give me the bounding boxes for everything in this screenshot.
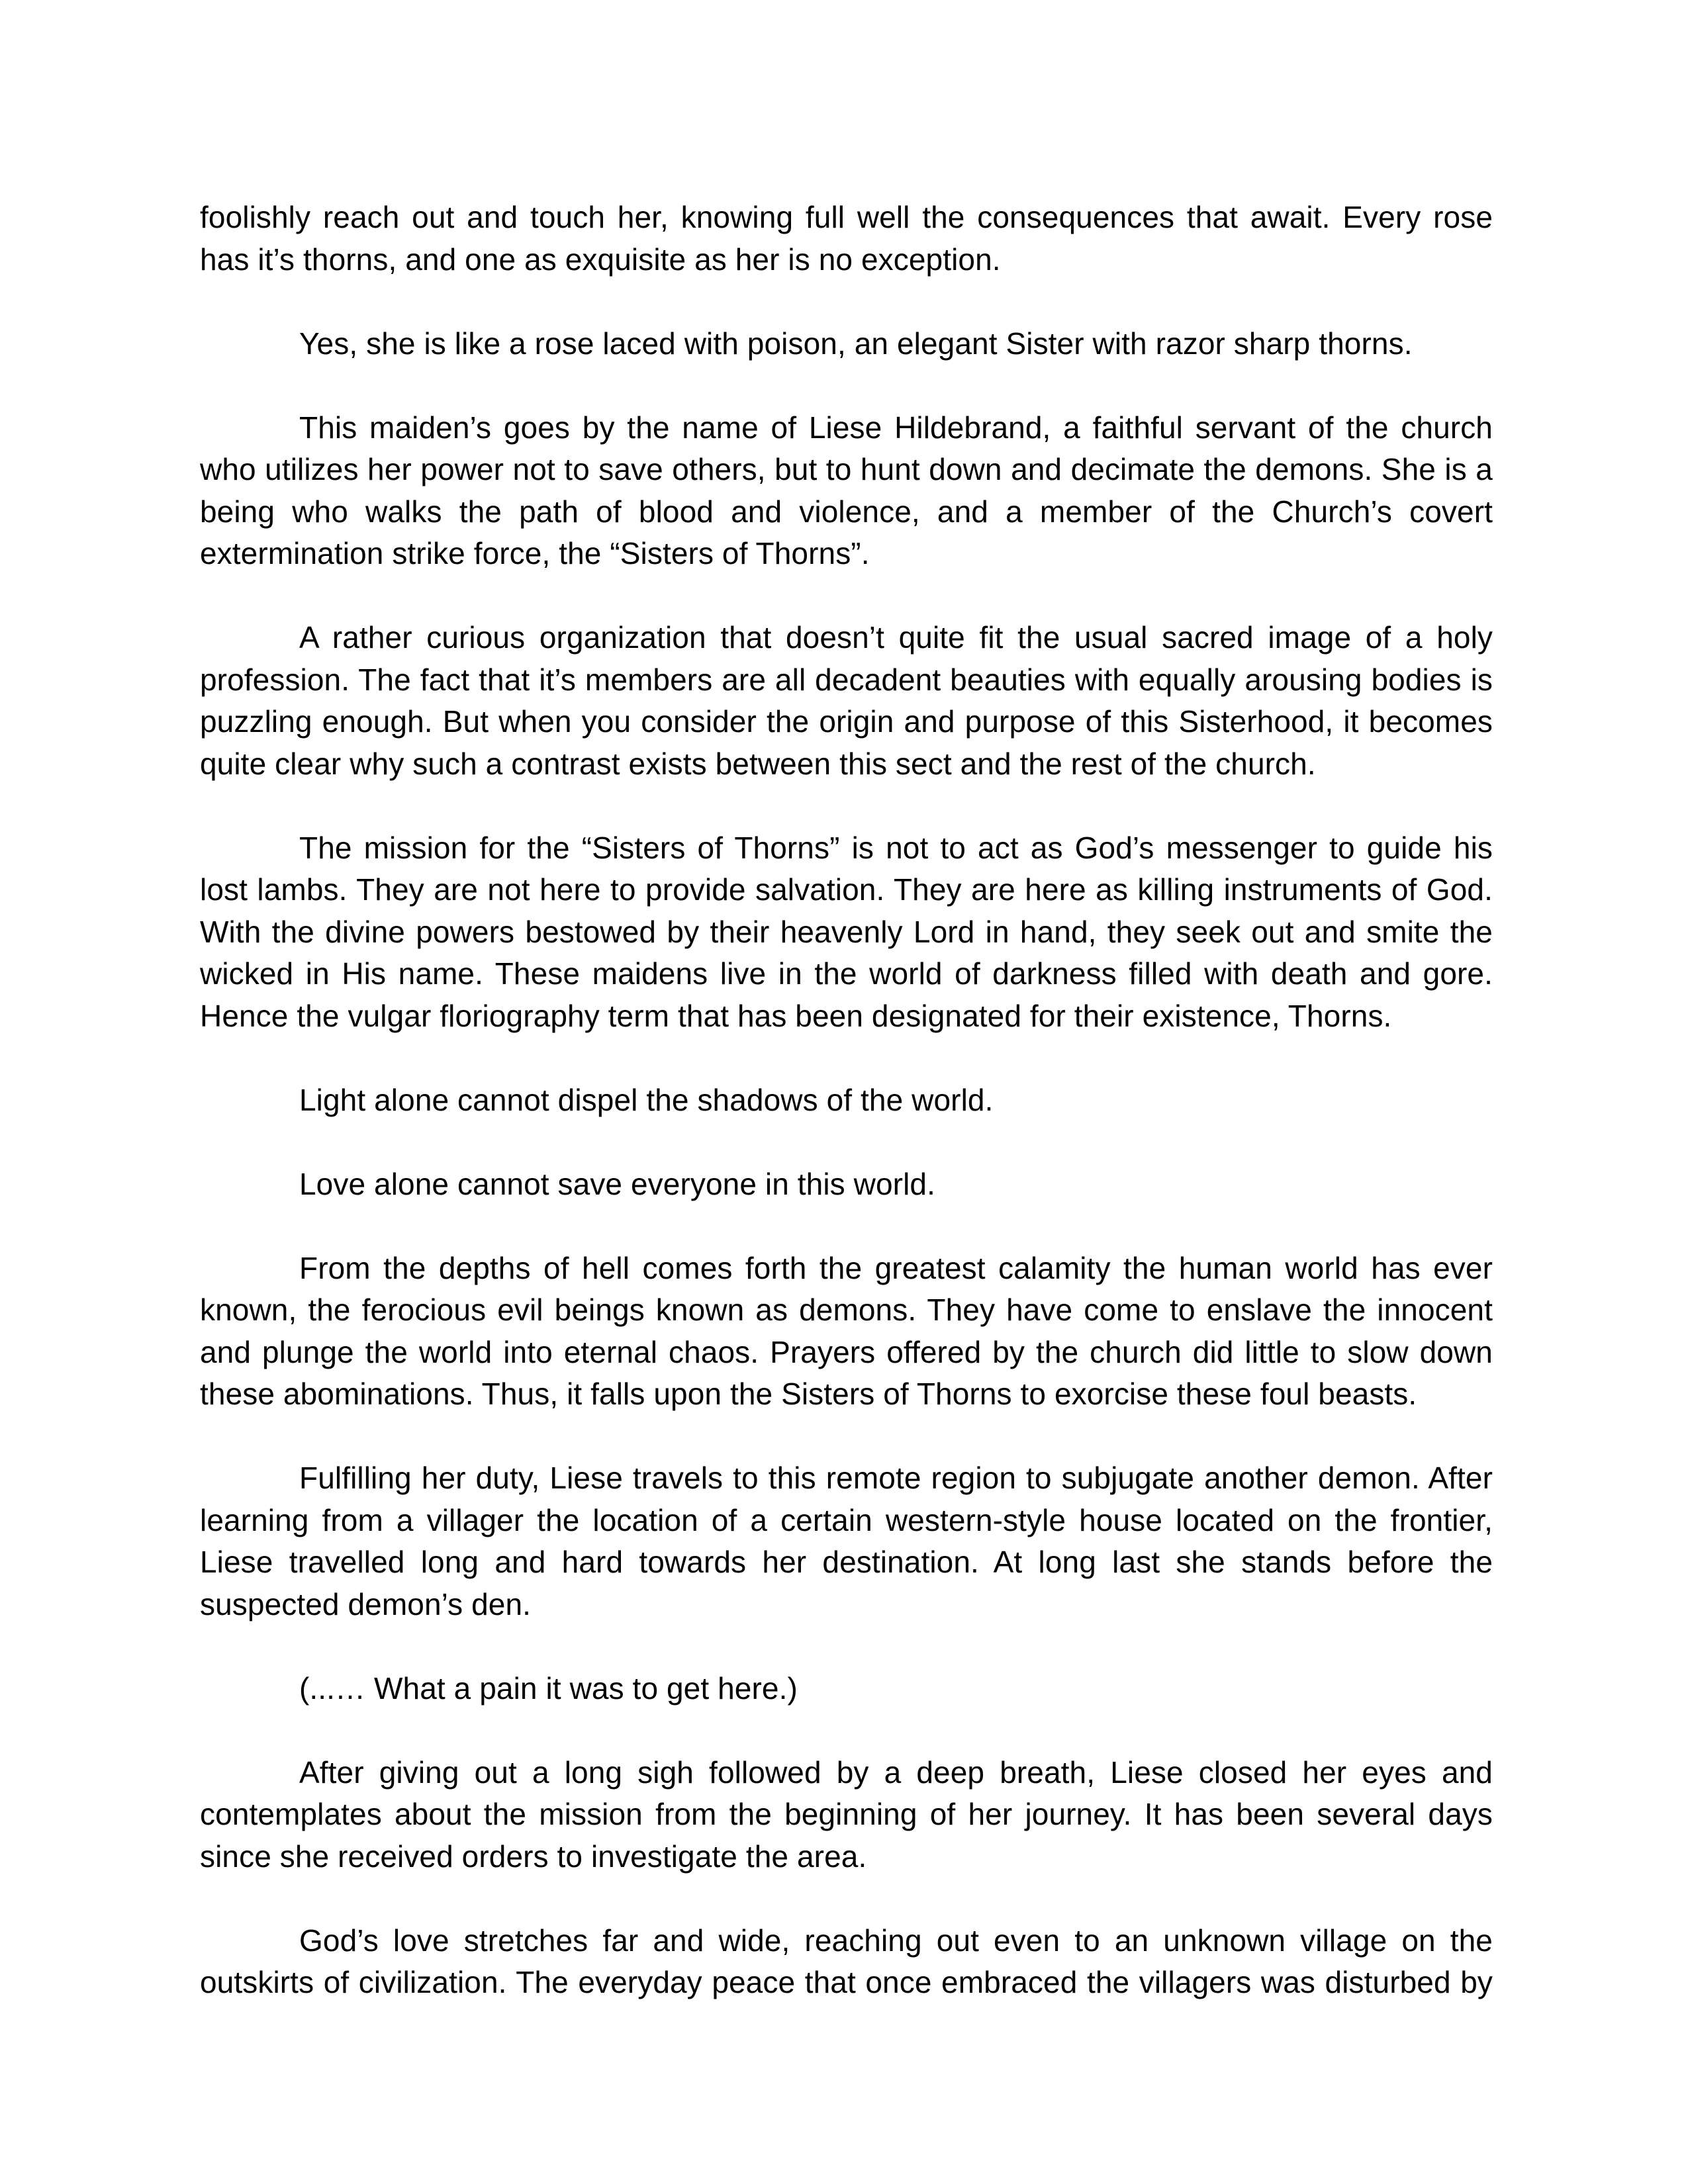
paragraph-11: After giving out a long sigh followed by a deep breath, Liese closed her eyes and contemplates about the mission from the beginning of her journey. It has been several days since she received orders to investigate the area. — [200, 1754, 1493, 1874]
paragraph-12: God’s love stretches far and wide, reaching out even to an unknown village on the outskirts of civilization. The everyday peace that once embraced the villagers was disturbed by — [200, 1923, 1493, 1999]
paragraph-10: (...… What a pain it was to get here.) — [299, 1670, 798, 1706]
paragraph-2: Yes, she is like a rose laced with poison, an elegant Sister with razor sharp thorns. — [299, 326, 1413, 361]
paragraph-4: A rather curious organization that doesn’t quite fit the usual sacred image of a holy profession. The fact that it’s members are all decadent beauties with equally arousing bodies is puzzling enough. But when you consider the origin and purpose of this Sisterhood, it becomes quite clear why such a contrast exists between this sect and the rest of the church. — [200, 620, 1493, 781]
paragraph-1: foolishly reach out and touch her, knowing full well the consequences that await. Every rose has it’s thorns, and one as exquisite as her is no exception. — [200, 200, 1493, 277]
paragraph-7: Love alone cannot save everyone in this world. — [299, 1166, 935, 1201]
paragraph-9: Fulfilling her duty, Liese travels to this remote region to subjugate another demon. After learning from a villager the location of a certain western-style house located on the frontier, Liese travelled long and hard towards her destination. At long last she stands before the suspected demon’s den. — [200, 1461, 1493, 1621]
paragraph-8: From the depths of hell comes forth the greatest calamity the human world has ever known, the ferocious evil beings known as demons. They have come to enslave the innocent and plunge the world into eternal chaos. Prayers offered by the church did little to slow down these abominations. Thus, it falls upon the Sisters of Thorns to exorcise these foul beasts. — [200, 1250, 1493, 1411]
paragraph-5: The mission for the “Sisters of Thorns” is not to act as God’s messenger to guide his lost lambs. They are not here to provide salvation. They are here as killing instruments of God. With the divine powers bestowed by their heavenly Lord in hand, they seek out and smite the wicked in His name. These maidens live in the world of darkness filled with death and gore. Hence the vulgar floriography term that has been designated for their existence, Thorns. — [200, 830, 1493, 1033]
paragraph-6: Light alone cannot dispel the shadows of the world. — [299, 1082, 994, 1117]
paragraph-3: This maiden’s goes by the name of Liese Hildebrand, a faithful servant of the church who utilizes her power not to save others, but to hunt down and decimate the demons. She is a being who walks the path of blood and violence, and a member of the Church’s covert extermination strike force, the “Sisters of Thorns”. — [200, 410, 1493, 570]
